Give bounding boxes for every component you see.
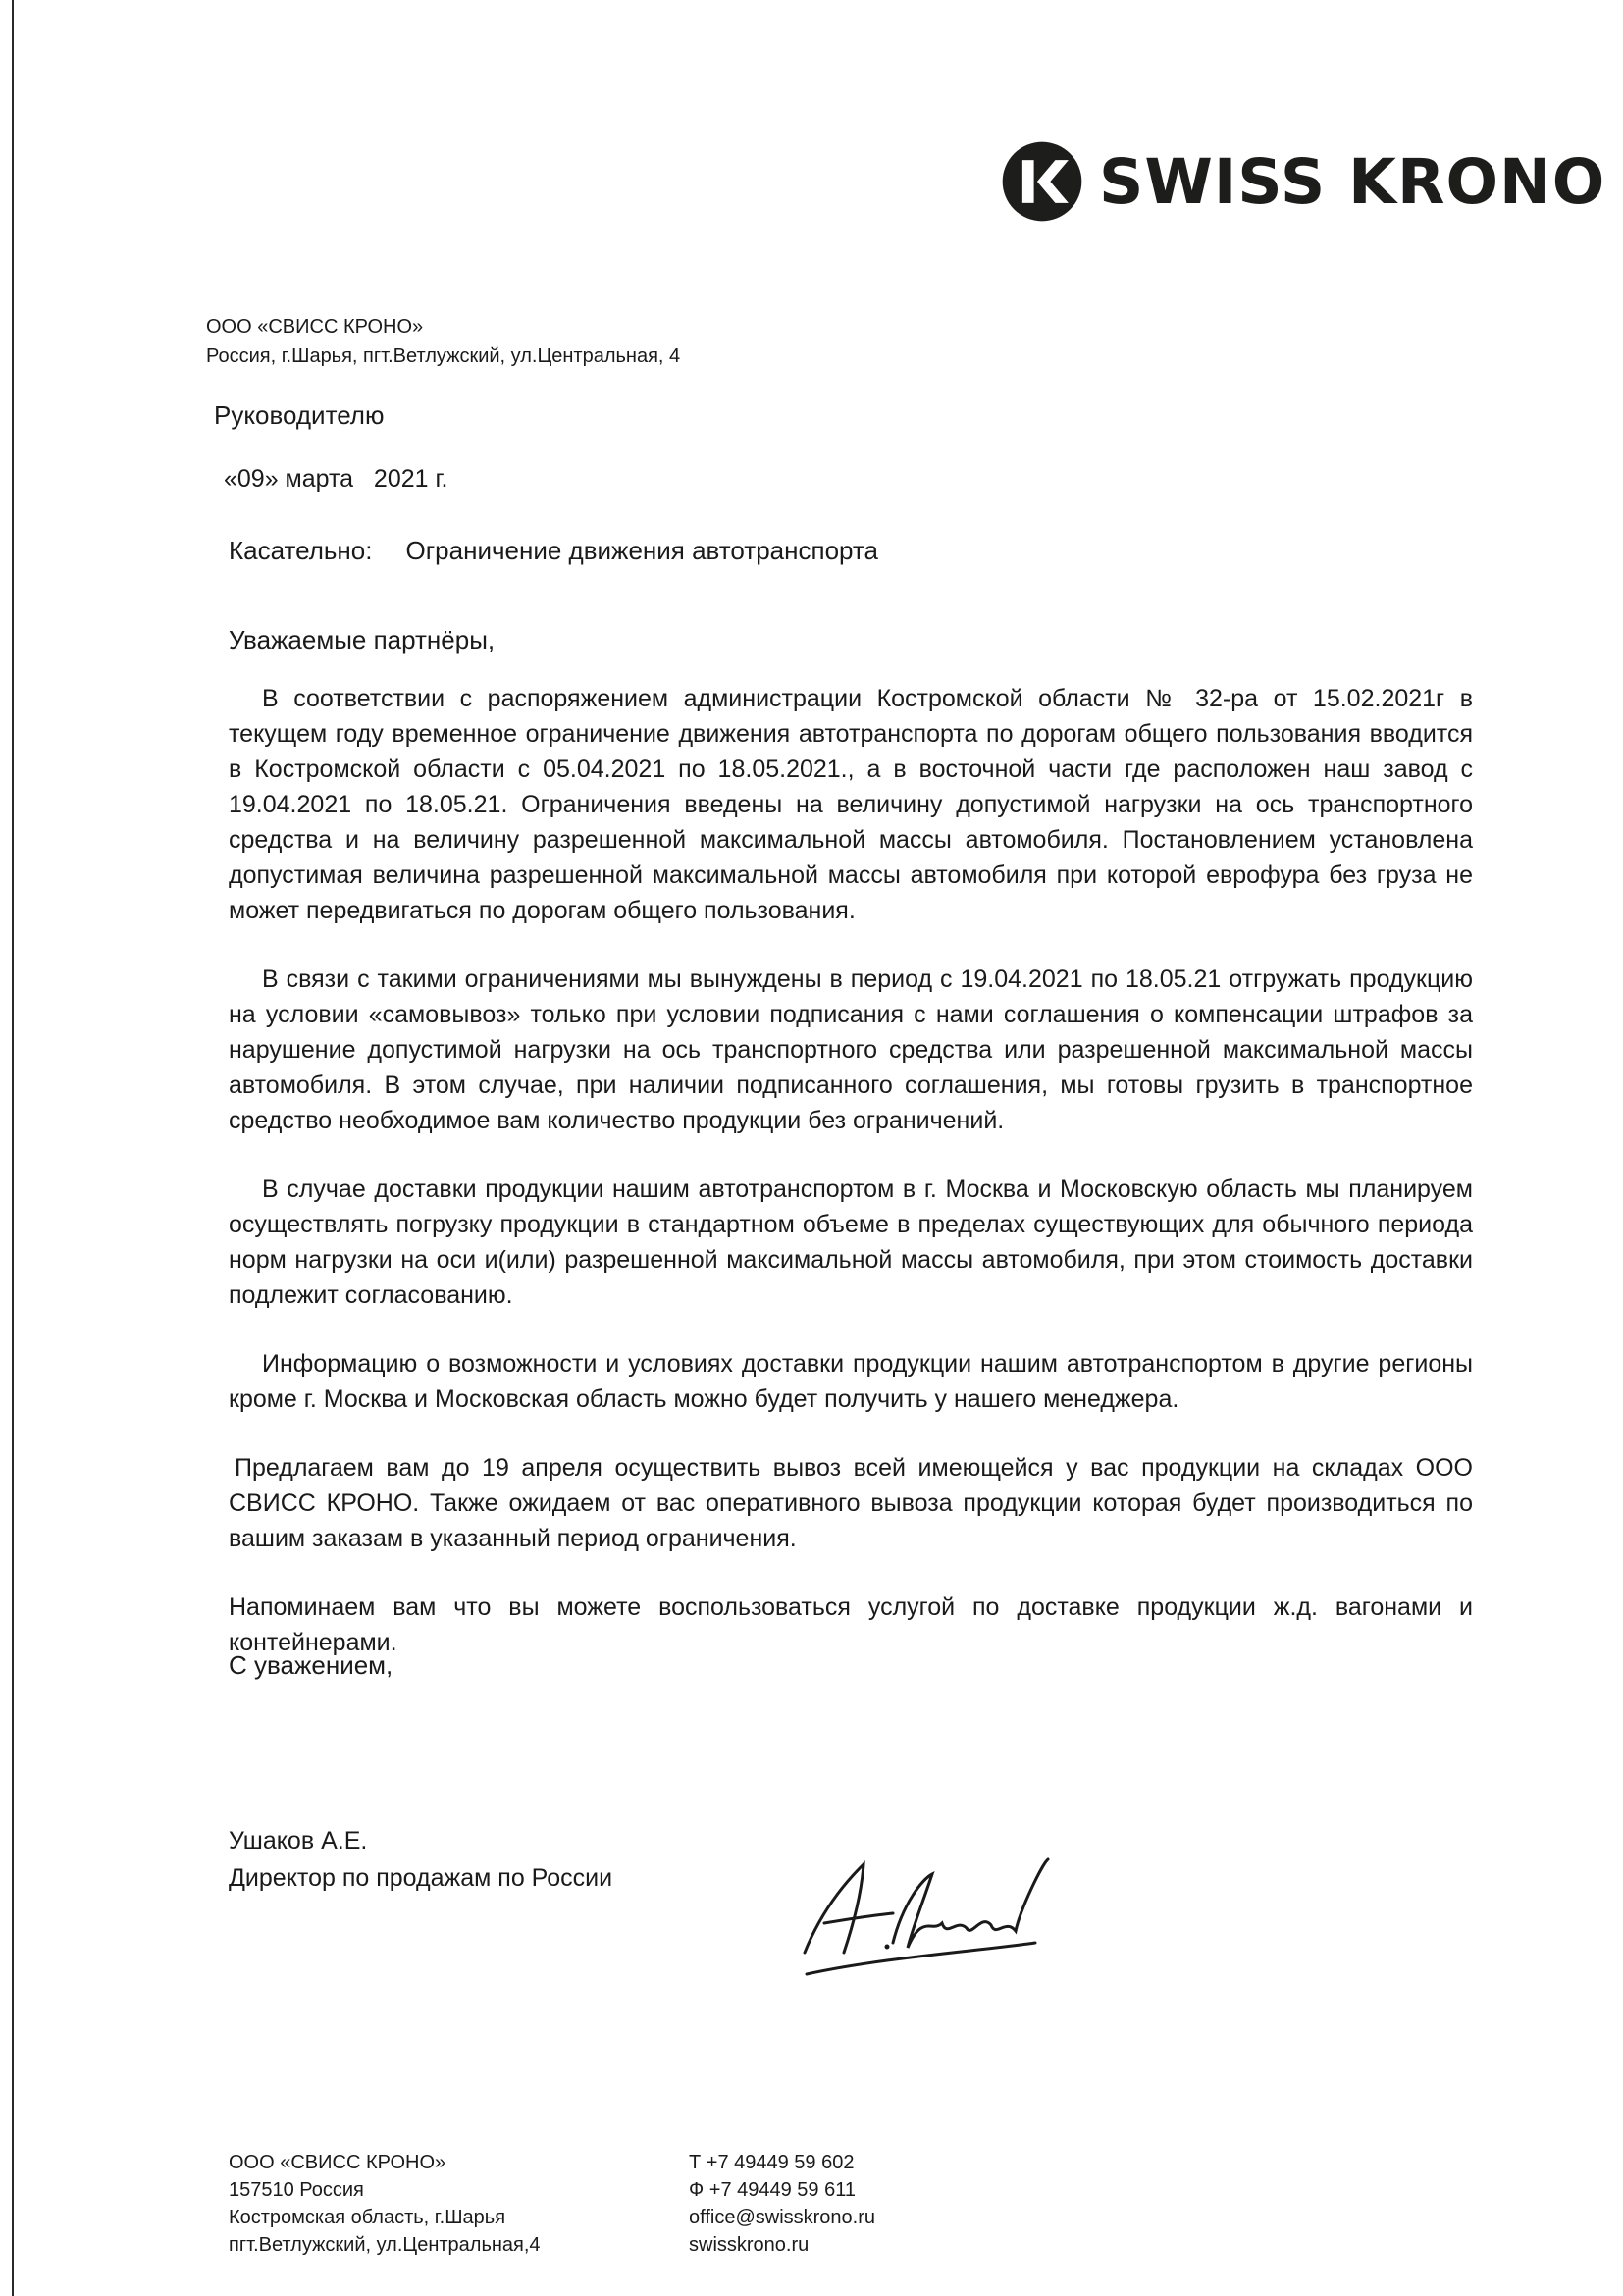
subject-text: Ограничение движения автотранспорта — [405, 536, 878, 565]
footer-website: swisskrono.ru — [689, 2234, 810, 2256]
sender-block — [206, 312, 680, 371]
body-paragraph-2: В связи с такими ограничениями мы вынуждены в период с 19.04.2021 по 18.05.21 отгружать продукцию на условии «самовывоз» только при условии подписания с нами соглашения о компенсации штрафов за нарушение допустимой нагрузки на ось транспортного средства или разрешенной максимальной массы автомобиля. В этом случае, при наличии подписанного соглашения, мы готовы грузить в транспортное средство необходимое вам количество продукции без ограничений. — [229, 965, 1473, 1134]
footer-email: office@swisskrono.ru — [689, 2207, 875, 2228]
closing: С уважением, — [229, 1650, 393, 1680]
body-paragraph-3: В случае доставки продукции нашим автотранспортом в г. Москва и Московскую область мы планируем осуществлять погрузку продукции в стандартном объеме в пределах существующих для обычного периода норм нагрузки на оси и(или) разрешенной максимальной массы автомобиля, при этом стоимость доставки подлежит согласованию. — [229, 1175, 1473, 1309]
scan-edge-line — [12, 0, 14, 2296]
subject-line — [229, 536, 878, 566]
swiss-krono-k-icon — [1001, 140, 1083, 223]
footer-postcode: 157510 Россия — [229, 2179, 364, 2201]
logo-brand-text: SWISS KRONO — [1099, 145, 1606, 218]
letter-date: «09» марта 2021 г. — [224, 465, 448, 493]
footer-region: Костромская область, г.Шарья — [229, 2207, 506, 2228]
signer-block — [229, 1822, 612, 1897]
footer-contacts — [689, 2149, 875, 2259]
letter-body — [229, 681, 1473, 1694]
body-paragraph-5: Предлагаем вам до 19 апреля осуществить вывоз всей имеющейся у вас продукции на складах ООО СВИСС КРОНО. Также ожидаем от вас оперативного вывоза продукции которая будет производиться по вашим заказам в указанный период ограничения. — [229, 1454, 1473, 1552]
recipient: Руководителю — [214, 400, 385, 430]
sender-company: ООО «СВИСС КРОНО» — [206, 316, 424, 338]
footer-company: ООО «СВИСС КРОНО» — [229, 2152, 446, 2173]
handwritten-signature — [785, 1845, 1079, 1982]
signer-title: Директор по продажам по России — [229, 1864, 613, 1892]
footer-phone: Т +7 49449 59 602 — [689, 2152, 855, 2173]
salutation: Уважаемые партнёры, — [229, 625, 496, 654]
footer-fax: Ф +7 49449 59 611 — [689, 2179, 856, 2201]
body-paragraph-1: В соответствии с распоряжением администрации Костромской области № 32-ра от 15.02.2021г в текущем году временное ограничение движения автотранспорта по дорогам общего пользования вводится в Костромской области с 05.04.2021 по 18.05.2021., а в восточной части где расположен наш завод с 19.04.2021 по 18.05.21. Ограничения введены на величину допустимой нагрузки на ось транспортного средства и на величину разрешенной максимальной массы автомобиля. Постановлением установлена допустимая величина разрешенной максимальной массы автомобиля при которой еврофура без груза не может передвигаться по дорогам общего пользования. — [229, 685, 1473, 924]
signer-name: Ушаков А.Е. — [229, 1827, 368, 1854]
footer-address — [229, 2149, 541, 2259]
body-paragraph-6: Напоминаем вам что вы можете воспользоваться услугой по доставке продукции ж.д. вагонами и контейнерами. — [229, 1593, 1473, 1656]
footer-street: пгт.Ветлужский, ул.Центральная,4 — [229, 2234, 541, 2256]
company-logo — [1001, 137, 1605, 226]
body-paragraph-4: Информацию о возможности и условиях доставки продукции нашим автотранспортом в другие регионы кроме г. Москва и Московская область можно будет получить у нашего менеджера. — [229, 1350, 1473, 1413]
sender-address: Россия, г.Шарья, пгт.Ветлужский, ул.Центральная, 4 — [206, 345, 681, 367]
subject-label: Касательно: — [229, 536, 373, 565]
